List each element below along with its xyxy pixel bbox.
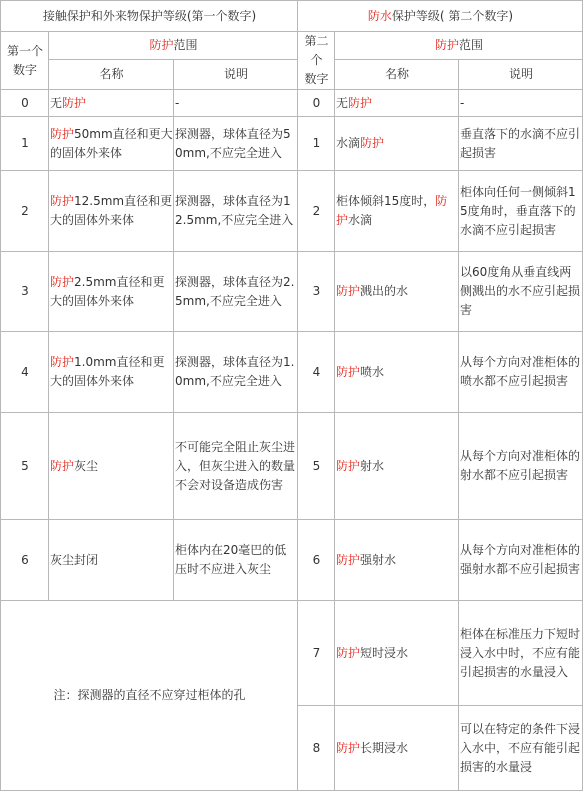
second-name-cell (335, 117, 459, 171)
protect-label: 防护 (62, 95, 87, 110)
second-desc-cell: 从每个方向对准柜体的喷水都不应引起损害 (459, 332, 583, 413)
first-digit-cell: 3 (1, 252, 49, 332)
second-desc-header: 说明 (459, 59, 583, 89)
second-digit-title: 保护等级( 第二个数字) (391, 8, 514, 23)
name-text: 水滴 (336, 136, 361, 150)
second-digit-cell: 1 (298, 117, 335, 171)
table-row (1, 601, 583, 706)
second-digit-cell: 3 (298, 252, 335, 332)
second-desc-cell: 从每个方向对准柜体的射水都不应引起损害 (459, 413, 583, 520)
second-name-cell (335, 90, 459, 117)
first-digit-header: 接触保护和外来物保护等级(第一个数字) (1, 1, 298, 32)
first-desc-cell: - (174, 90, 298, 117)
first-digit-cell: 6 (1, 520, 49, 601)
second-digit-cell: 4 (298, 332, 335, 413)
second-desc-cell: - (459, 90, 583, 117)
first-digit-cell: 2 (1, 171, 49, 252)
first-digit-label: 第一个 数字 (1, 32, 49, 90)
first-digit-cell: 4 (1, 332, 49, 413)
first-name-header: 名称 (49, 59, 174, 89)
protect-label: 防护 (336, 645, 361, 660)
second-digit-cell: 5 (298, 413, 335, 520)
name-text: 灰尘 (74, 458, 99, 473)
protect-label: 防护 (348, 95, 373, 110)
name-text: 柜体倾斜15度时， (336, 194, 436, 208)
protect-label: 防护 (336, 284, 361, 298)
second-desc-cell: 柜体在标准压力下短时浸入水中时，不应有能引起损害的水量浸入 (459, 601, 583, 706)
first-desc-cell: 不可能完全阻止灰尘进入，但灰尘进入的数量不会对设备造成伤害 (174, 413, 298, 520)
first-name-cell (49, 90, 174, 117)
second-desc-cell: 可以在特定的条件下浸入水中，不应有能引起损害的水量浸 (459, 706, 583, 791)
table-row (1, 171, 583, 252)
first-digit-cell: 5 (1, 413, 49, 520)
second-digit-cell: 8 (298, 706, 335, 791)
protect-label: 防护 (336, 458, 361, 473)
second-digit-header (298, 1, 583, 32)
second-range-header: 防护范围 (335, 32, 583, 60)
name-text: 无 (50, 95, 63, 110)
second-name-cell (335, 601, 459, 706)
name-text: 2.5mm直径和更大的固体外来体 (50, 274, 165, 308)
table-row (1, 90, 583, 117)
name-text: 灰尘封闭 (50, 552, 99, 567)
second-name-cell (335, 252, 459, 332)
table-row (1, 332, 583, 413)
protect-label: 防护 (360, 136, 385, 150)
second-name-cell (335, 413, 459, 520)
protect-label: 防护 (50, 458, 75, 473)
second-name-cell (335, 332, 459, 413)
first-name-cell (49, 117, 174, 171)
waterproof-label: 防水 (367, 8, 392, 23)
name-text: 射水 (360, 458, 385, 473)
first-name-cell (49, 413, 174, 520)
second-digit-cell: 7 (298, 601, 335, 706)
first-name-cell (49, 520, 174, 601)
second-name-cell (335, 706, 459, 791)
name-text: 强射水 (360, 552, 397, 567)
protect-label: 防护 (336, 194, 448, 227)
second-name-header: 名称 (335, 59, 459, 89)
name-text: 溅出的水 (360, 284, 409, 298)
first-name-cell (49, 332, 174, 413)
name-text: 50mm直径和更大的固体外来体 (50, 126, 173, 160)
first-desc-cell: 探测器，球体直径为12.5mm,不应完全进入 (174, 171, 298, 252)
second-desc-cell: 垂直落下的水滴不应引起损害 (459, 117, 583, 171)
protect-label: 防护 (336, 552, 361, 567)
second-digit-label: 第二个 数字 (298, 32, 335, 90)
second-digit-cell: 2 (298, 171, 335, 252)
name-text: 短时浸水 (360, 645, 409, 660)
first-desc-cell: 探测器，球体直径为50mm,不应完全进入 (174, 117, 298, 171)
second-desc-cell: 柜体向任何一侧倾斜15度角时，垂直落下的水滴不应引起损害 (459, 171, 583, 252)
protect-label: 防护 (50, 126, 75, 141)
second-desc-cell: 从每个方向对准柜体的强射水都不应引起损害 (459, 520, 583, 601)
first-digit-cell: 0 (1, 90, 49, 117)
note-cell: 注：探测器的直径不应穿过柜体的孔 (1, 601, 298, 791)
table-row (1, 413, 583, 520)
table-row (1, 252, 583, 332)
table-body (1, 1, 583, 791)
name-text: 水滴 (348, 213, 373, 227)
first-digit-cell: 1 (1, 117, 49, 171)
protect-label: 防护 (50, 194, 75, 208)
protect-label: 防护 (50, 274, 75, 289)
protect-label: 防护 (336, 740, 361, 755)
first-desc-cell: 柜体内在20毫巴的低压时不应进入灰尘 (174, 520, 298, 601)
first-desc-cell: 探测器，球体直径为1.0mm,不应完全进入 (174, 332, 298, 413)
second-name-cell (335, 171, 459, 252)
second-digit-cell: 0 (298, 90, 335, 117)
second-desc-cell: 以60度角从垂直线两侧溅出的水不应引起损害 (459, 252, 583, 332)
name-text: 无 (336, 95, 349, 110)
protect-label: 防护 (50, 355, 75, 369)
table-row (1, 520, 583, 601)
first-name-cell (49, 171, 174, 252)
name-text: 12.5mm直径和更大的固体外来体 (50, 194, 173, 227)
first-name-cell (49, 252, 174, 332)
second-name-cell (335, 520, 459, 601)
first-desc-cell: 探测器，球体直径为2.5mm,不应完全进入 (174, 252, 298, 332)
first-desc-header: 说明 (174, 59, 298, 89)
name-text: 喷水 (360, 364, 385, 379)
table-row (1, 117, 583, 171)
first-range-header: 防护范围 (49, 32, 298, 60)
name-text: 1.0mm直径和更大的固体外来体 (50, 355, 165, 388)
protect-label: 防护 (336, 364, 361, 379)
second-digit-cell: 6 (298, 520, 335, 601)
name-text: 长期浸水 (360, 740, 409, 755)
